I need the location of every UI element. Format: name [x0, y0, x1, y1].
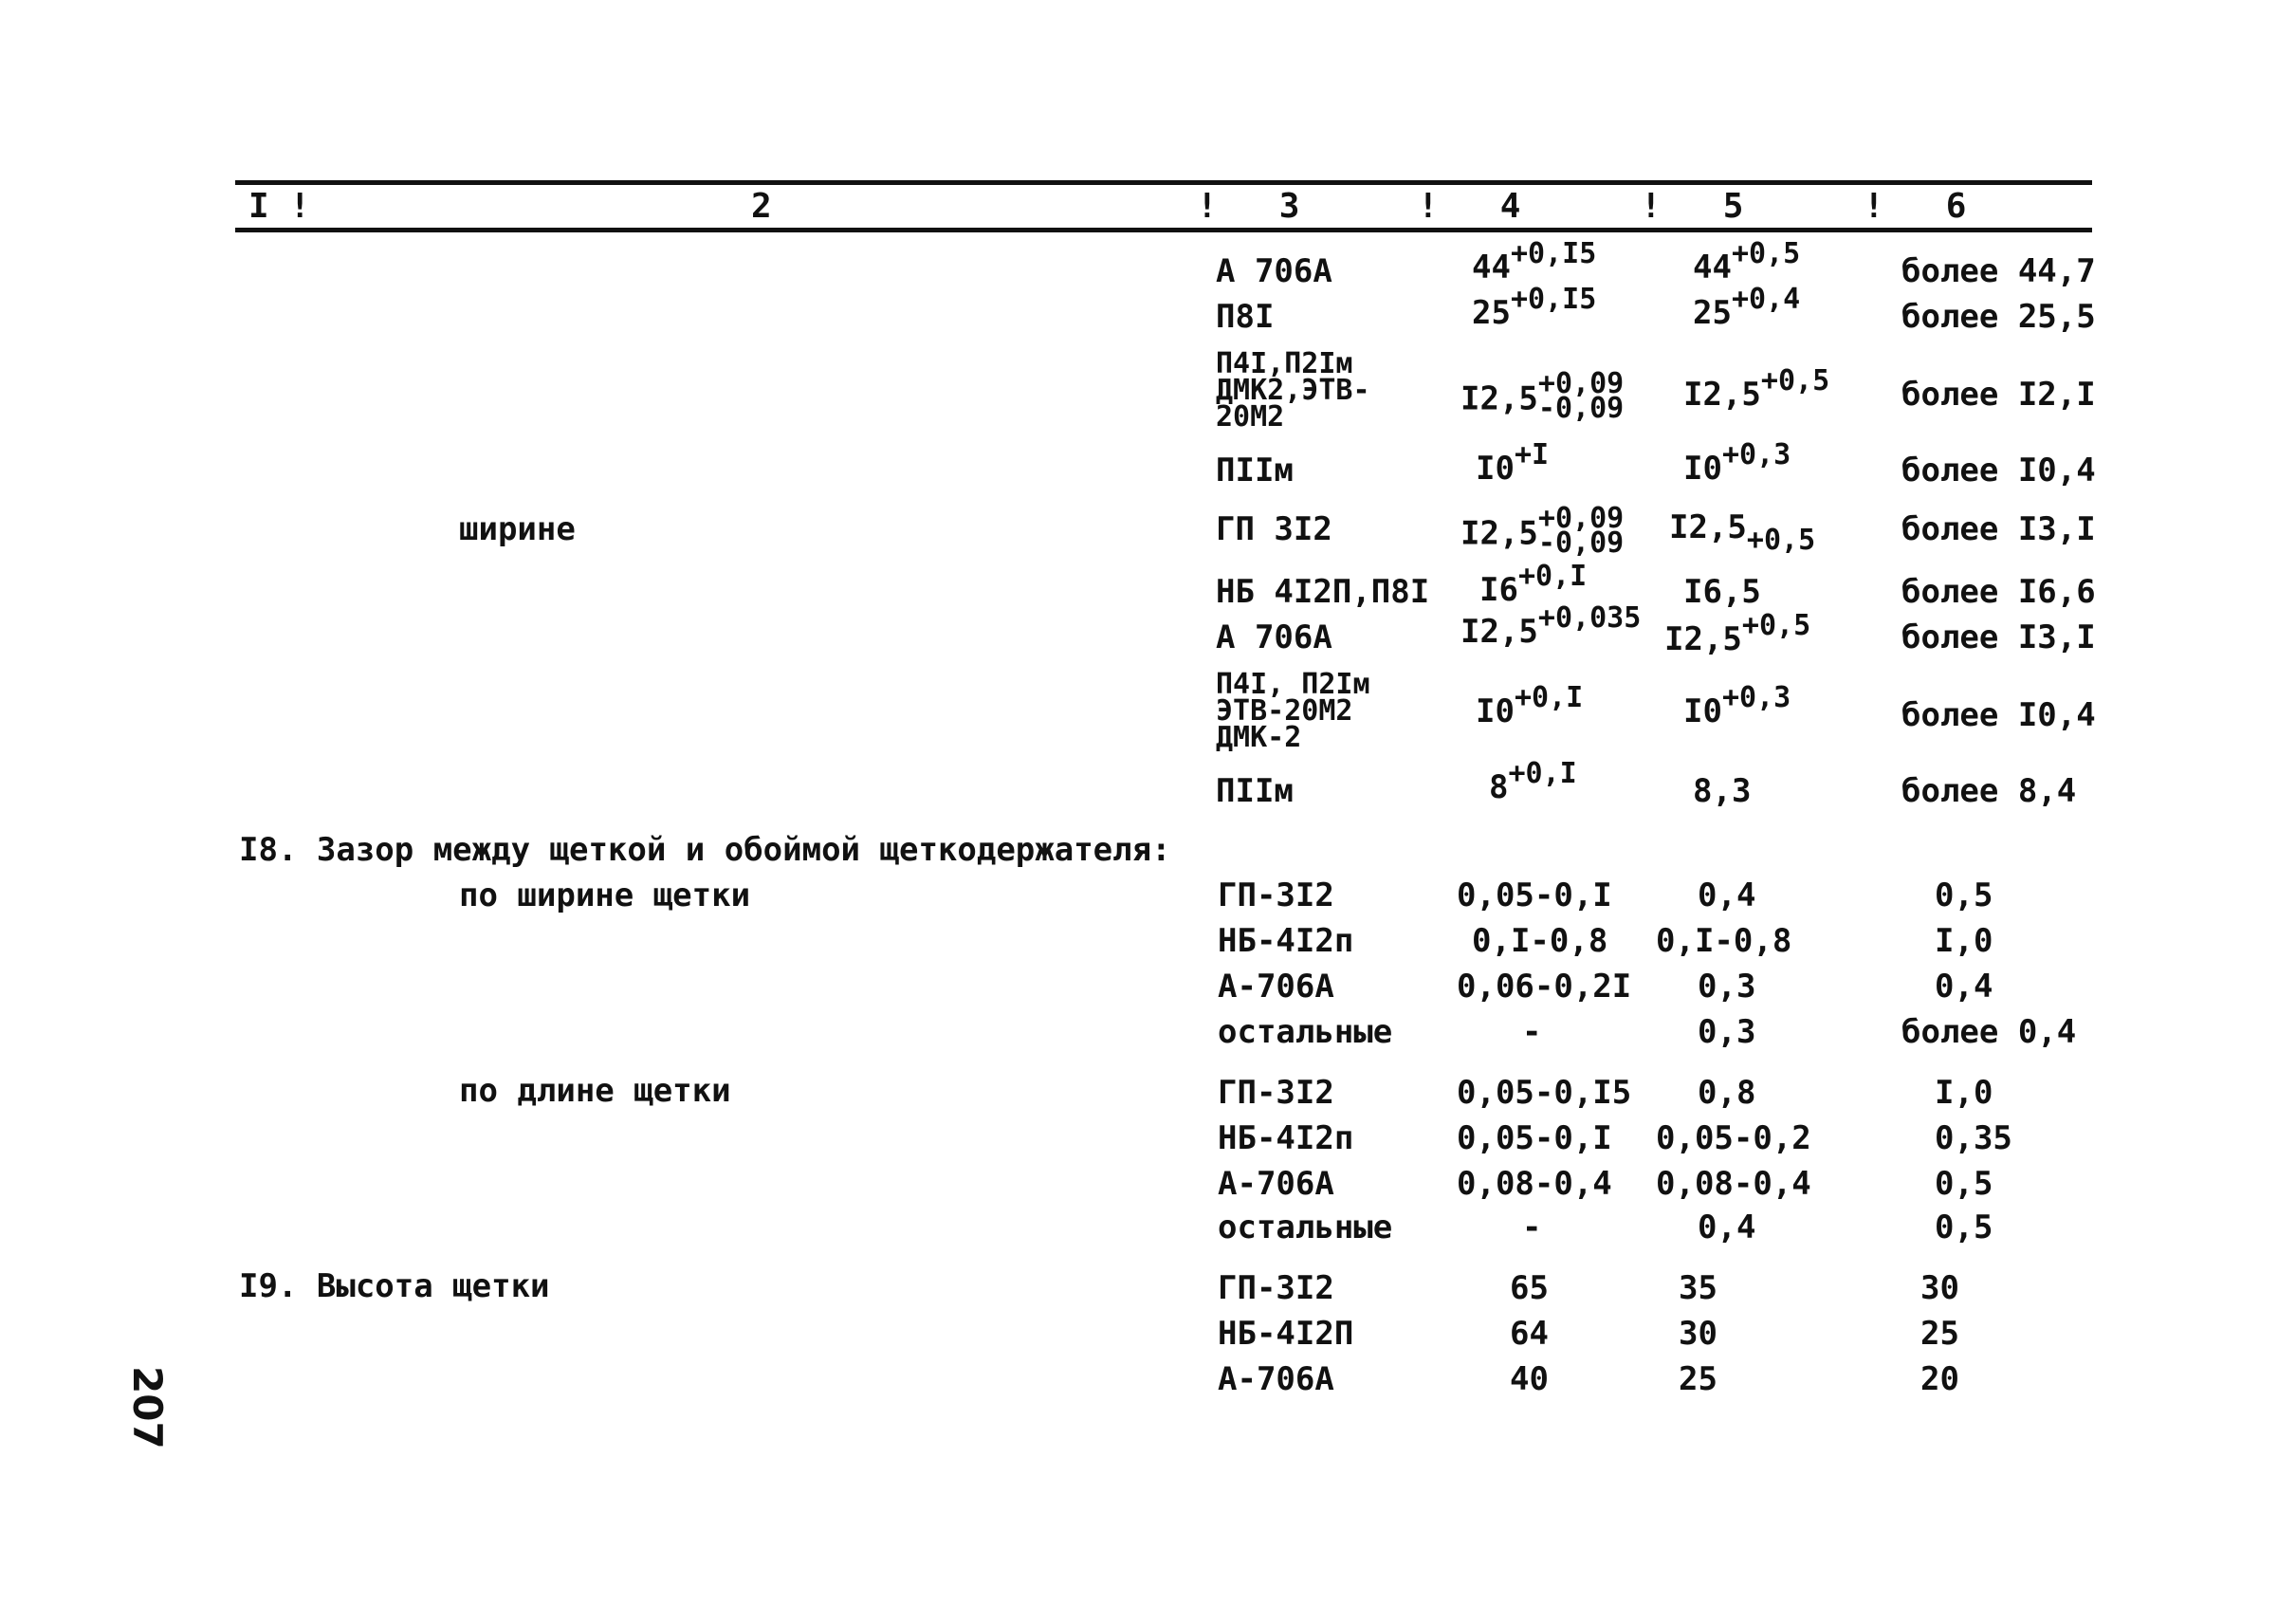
item18-l-row-2-col6: 0,5 — [1935, 1165, 1993, 1203]
header-col-6: ! 6 — [1864, 187, 1967, 226]
width-row-5-col4: I6+0,I — [1479, 560, 1588, 609]
width-row-0-brand: А 706А — [1216, 252, 1332, 290]
item18-l-row-3-col4: - — [1522, 1209, 1542, 1246]
width-row-7-brand-line2: ЭТВ-20М2 — [1216, 694, 1353, 728]
item18-w-row-0-col5: 0,4 — [1698, 877, 1756, 914]
width-row-0-col6: более 44,7 — [1901, 252, 2096, 290]
item18-w-row-0-col4: 0,05-0,I — [1457, 877, 1612, 914]
item18-w-row-1-brand: НБ-4I2п — [1218, 922, 1354, 960]
width-row-3-col5: I0+0,3 — [1683, 438, 1791, 488]
item18-w-row-3-col4: - — [1522, 1013, 1542, 1051]
item19-row-0-col4: 65 — [1510, 1269, 1549, 1307]
item18-l-row-1-col5: 0,05-0,2 — [1656, 1119, 1811, 1157]
item18-w-row-1-col5: 0,I-0,8 — [1656, 922, 1792, 960]
item18-w-row-2-brand: А-706А — [1218, 968, 1334, 1006]
width-row-3-col4: I0+I — [1476, 438, 1550, 488]
item18-subtitle-length: по длине щетки — [459, 1072, 731, 1110]
width-row-8-col6: более 8,4 — [1901, 772, 2077, 810]
width-row-7-brand-line3: ДМК-2 — [1216, 721, 1302, 754]
width-row-8-col5: 8,3 — [1693, 772, 1752, 810]
width-row-5-col5: I6,5 — [1683, 573, 1761, 611]
width-row-6-col4: I2,5+0,035 — [1460, 601, 1642, 651]
item18-w-row-3-brand: остальные — [1218, 1013, 1393, 1051]
width-row-7-col6: более I0,4 — [1901, 696, 2096, 734]
width-row-5-brand: НБ 4I2П,П8I — [1216, 573, 1430, 611]
item18-w-row-0-brand: ГП-3I2 — [1218, 877, 1334, 914]
width-row-4-brand: ГП 3I2 — [1216, 510, 1332, 548]
header-col-3: ! 3 — [1197, 187, 1300, 226]
width-row-1-col4: 25+0,I5 — [1472, 283, 1597, 332]
item18-w-row-2-col5: 0,3 — [1698, 968, 1756, 1006]
item18-w-row-1-col6: I,0 — [1935, 922, 1993, 960]
width-row-7-col4: I0+0,I — [1476, 681, 1584, 730]
item19-title: I9. Высота щетки — [239, 1267, 550, 1305]
item18-w-row-3-col5: 0,3 — [1698, 1013, 1756, 1051]
item18-l-row-3-brand: остальные — [1218, 1209, 1393, 1246]
item19-row-0-col5: 35 — [1679, 1269, 1717, 1307]
item19-row-2-brand: А-706А — [1218, 1360, 1334, 1398]
width-row-4-col4: I2,5 +0,09 -0,09 — [1460, 502, 1625, 560]
width-row-1-col5: 25+0,4 — [1693, 283, 1801, 332]
item18-title: I8. Зазор между щеткой и обоймой щеткодержателя: — [239, 831, 1171, 869]
item18-w-row-2-col4: 0,06-0,2I — [1457, 968, 1632, 1006]
item18-w-row-2-col6: 0,4 — [1935, 968, 1993, 1006]
item19-row-1-brand: НБ-4I2П — [1218, 1315, 1354, 1353]
width-row-6-brand: А 706А — [1216, 618, 1332, 656]
item18-l-row-0-brand: ГП-3I2 — [1218, 1074, 1334, 1112]
item18-l-row-0-col4: 0,05-0,I5 — [1457, 1074, 1632, 1112]
header-col-2: 2 — [751, 187, 772, 226]
width-row-0-col5: 44+0,5 — [1693, 237, 1801, 286]
item18-l-row-2-col4: 0,08-0,4 — [1457, 1165, 1612, 1203]
item19-row-2-col5: 25 — [1679, 1360, 1717, 1398]
item19-row-1-col4: 64 — [1510, 1315, 1549, 1353]
item18-l-row-2-col5: 0,08-0,4 — [1656, 1165, 1811, 1203]
item18-l-row-3-col6: 0,5 — [1935, 1209, 1993, 1246]
width-row-8-col4: 8+0,I — [1489, 757, 1577, 806]
header-col-5: ! 5 — [1641, 187, 1744, 226]
width-row-1-brand: П8I — [1216, 298, 1275, 336]
width-label: ширине — [459, 510, 576, 548]
width-row-5-col6: более I6,6 — [1901, 573, 2096, 611]
header-col-4: ! 4 — [1418, 187, 1521, 226]
width-row-0-col4: 44+0,I5 — [1472, 237, 1597, 286]
item18-l-row-1-brand: НБ-4I2п — [1218, 1119, 1354, 1157]
page-number: 207 — [124, 1366, 171, 1449]
width-row-4-col6: более I3,I — [1901, 510, 2096, 548]
width-row-2-col4: I2,5 +0,09 -0,09 — [1460, 367, 1625, 425]
item19-row-2-col4: 40 — [1510, 1360, 1549, 1398]
item19-row-0-brand: ГП-3I2 — [1218, 1269, 1334, 1307]
item19-row-2-col6: 20 — [1920, 1360, 1959, 1398]
item19-row-1-col6: 25 — [1920, 1315, 1959, 1353]
width-row-2-col6: более I2,I — [1901, 376, 2096, 414]
item19-row-1-col5: 30 — [1679, 1315, 1717, 1353]
width-row-7-col5: I0+0,3 — [1683, 681, 1791, 730]
table-top-rule — [235, 180, 2092, 185]
item18-w-row-1-col4: 0,I-0,8 — [1472, 922, 1608, 960]
width-row-2-col5: I2,5+0,5 — [1683, 364, 1830, 414]
width-row-3-col6: более I0,4 — [1901, 452, 2096, 489]
item18-l-row-3-col5: 0,4 — [1698, 1209, 1756, 1246]
table-header-rule — [235, 228, 2092, 232]
width-row-6-col5: I2,5+0,5 — [1664, 609, 1811, 658]
item18-subtitle-width: по ширине щетки — [459, 877, 751, 914]
width-row-6-col6: более I3,I — [1901, 618, 2096, 656]
width-row-2-brand-line2: ДМК2,ЭТВ- — [1216, 374, 1370, 407]
item18-l-row-0-col6: I,0 — [1935, 1074, 1993, 1112]
width-row-1-col6: более 25,5 — [1901, 298, 2096, 336]
width-row-7-brand-line1: П4I, П2Iм — [1216, 668, 1370, 701]
item19-row-0-col6: 30 — [1920, 1269, 1959, 1307]
item18-l-row-0-col5: 0,8 — [1698, 1074, 1756, 1112]
header-col-1: I ! — [248, 187, 311, 226]
item18-l-row-1-col4: 0,05-0,I — [1457, 1119, 1612, 1157]
width-row-3-brand: ПIIм — [1216, 452, 1294, 489]
item18-w-row-3-col6: более 0,4 — [1901, 1013, 2077, 1051]
width-row-4-col5: I2,5+0,5 — [1669, 508, 1816, 557]
width-row-2-brand-line3: 20М2 — [1216, 400, 1285, 434]
width-row-2-brand-line1: П4I,П2Iм — [1216, 347, 1353, 380]
item18-w-row-0-col6: 0,5 — [1935, 877, 1993, 914]
item18-l-row-1-col6: 0,35 — [1935, 1119, 2012, 1157]
item18-l-row-2-brand: А-706А — [1218, 1165, 1334, 1203]
width-row-8-brand: ПIIм — [1216, 772, 1294, 810]
